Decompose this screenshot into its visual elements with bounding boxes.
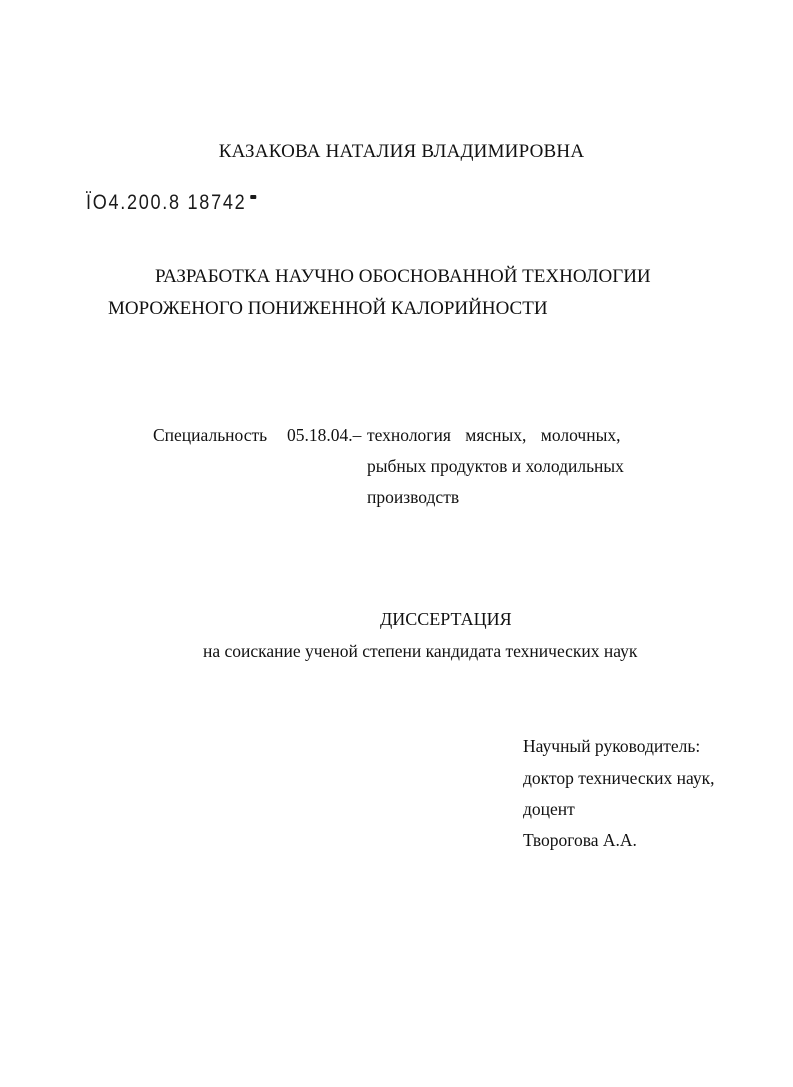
registration-stamp (86, 191, 257, 215)
document-type: ДИССЕРТАЦИЯ (380, 609, 512, 629)
registration-number: ЇО4.200.8 18742 (86, 191, 247, 214)
advisor-name: Творогова А.А. (523, 830, 637, 850)
specialty-description-line-2: рыбных продуктов и холодильных (367, 456, 624, 476)
specialty-description-line-3: производств (367, 487, 460, 507)
thesis-title-line-2: МОРОЖЕНОГО ПОНИЖЕННОЙ КАЛОРИЙНОСТИ (108, 298, 548, 319)
advisor-rank: доцент (523, 799, 575, 819)
advisor-degree: доктор технических наук, (523, 768, 715, 788)
advisor-role: Научный руководитель: (523, 736, 701, 756)
specialty-description-line-1: технология мясных, молочных, (367, 425, 621, 445)
stamp-dot-mark (251, 195, 257, 199)
specialty-label: Специальность (153, 425, 268, 445)
degree-statement: на соискание ученой степени кандидата технических наук (203, 641, 638, 661)
specialty-code: 05.18.04.– (287, 425, 362, 445)
author-name: КАЗАКОВА НАТАЛИЯ ВЛАДИМИРОВНА (218, 141, 585, 162)
thesis-title-line-1: РАЗРАБОТКА НАУЧНО ОБОСНОВАННОЙ ТЕХНОЛОГИИ (155, 266, 651, 287)
